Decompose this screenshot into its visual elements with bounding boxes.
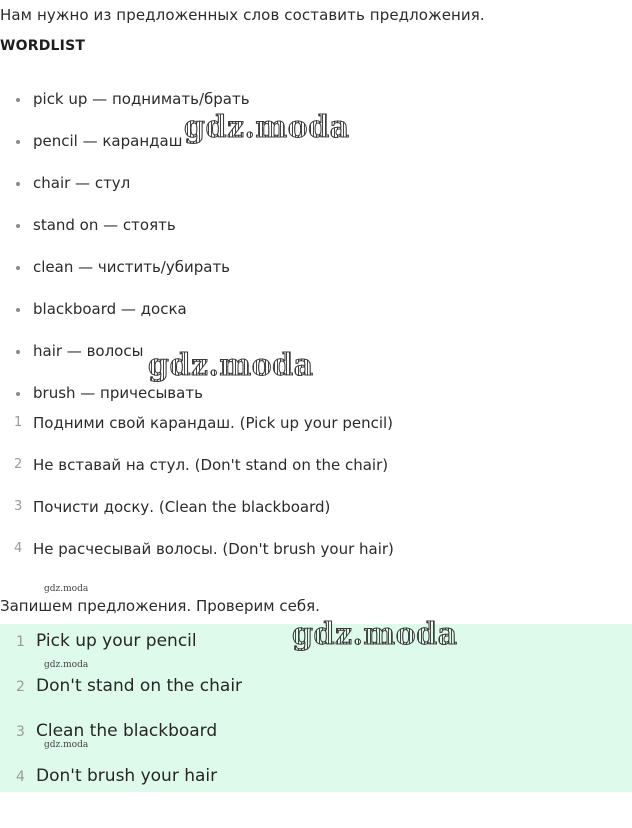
watermark-small: gdz.moda: [44, 660, 89, 670]
answer-text: Clean the blackboard: [36, 721, 218, 741]
wordlist-item: [0, 172, 250, 214]
bullet-icon: [16, 224, 20, 228]
translation-text: Почисти доску. (Clean the blackboard): [33, 498, 331, 516]
bullet-icon: [16, 140, 20, 144]
wordlist-item-text: pick up — поднимать/брать: [33, 90, 250, 108]
item-number: 2: [14, 457, 23, 472]
translation-list: [0, 412, 394, 580]
translation-text: Подними свой карандаш. (Pick up your pencil): [33, 414, 394, 432]
answer-item: [0, 765, 242, 810]
wordlist-item-text: brush — причесывать: [33, 384, 203, 402]
bullet-icon: [16, 266, 20, 270]
bullet-icon: [16, 392, 20, 396]
wordlist-item-text: hair — волосы: [33, 342, 144, 360]
translation-item: [0, 496, 394, 538]
answer-item: [0, 630, 242, 675]
wordlist-item-text: stand on — стоять: [33, 216, 176, 234]
translation-item: [0, 538, 394, 580]
translation-text: Не расчесывай волосы. (Don't brush your hair): [33, 540, 394, 558]
wordlist-item-text: blackboard — доска: [33, 300, 187, 318]
watermark-logo: gdz.moda: [148, 348, 314, 383]
item-number: 3: [14, 499, 23, 514]
answer-list: [0, 630, 242, 810]
item-number: 4: [14, 541, 23, 556]
check-intro-text: Запишем предложения. Проверим себя.: [0, 597, 320, 615]
translation-text: Не вставай на стул. (Don't stand on the chair): [33, 456, 389, 474]
answer-text: Don't stand on the chair: [36, 676, 243, 696]
item-number: 4: [16, 769, 25, 785]
translation-item: [0, 412, 394, 454]
wordlist-item-text: pencil — карандаш: [33, 132, 183, 150]
item-number: 2: [16, 679, 25, 695]
answer-text: Pick up your pencil: [36, 631, 197, 651]
bullet-icon: [16, 98, 20, 102]
wordlist-item: [0, 256, 250, 298]
item-number: 1: [16, 634, 25, 650]
wordlist-item: [0, 214, 250, 256]
watermark-small: gdz.moda: [44, 584, 89, 594]
wordlist-heading: WORDLIST: [0, 38, 86, 54]
answer-item: [0, 720, 242, 765]
translation-item: [0, 454, 394, 496]
bullet-icon: [16, 182, 20, 186]
wordlist-item-text: chair — стул: [33, 174, 131, 192]
item-number: 1: [14, 415, 23, 430]
answer-text: Don't brush your hair: [36, 766, 218, 786]
wordlist-item-text: clean — чистить/убирать: [33, 258, 231, 276]
watermark-logo: gdz.moda: [184, 110, 350, 145]
wordlist-item: [0, 298, 250, 340]
bullet-icon: [16, 350, 20, 354]
item-number: 3: [16, 724, 25, 740]
watermark-small: gdz.moda: [44, 740, 89, 750]
intro-text: Нам нужно из предложенных слов составить предложения.: [0, 6, 485, 24]
watermark-logo: gdz.moda: [292, 617, 458, 652]
bullet-icon: [16, 308, 20, 312]
answer-item: [0, 675, 242, 720]
